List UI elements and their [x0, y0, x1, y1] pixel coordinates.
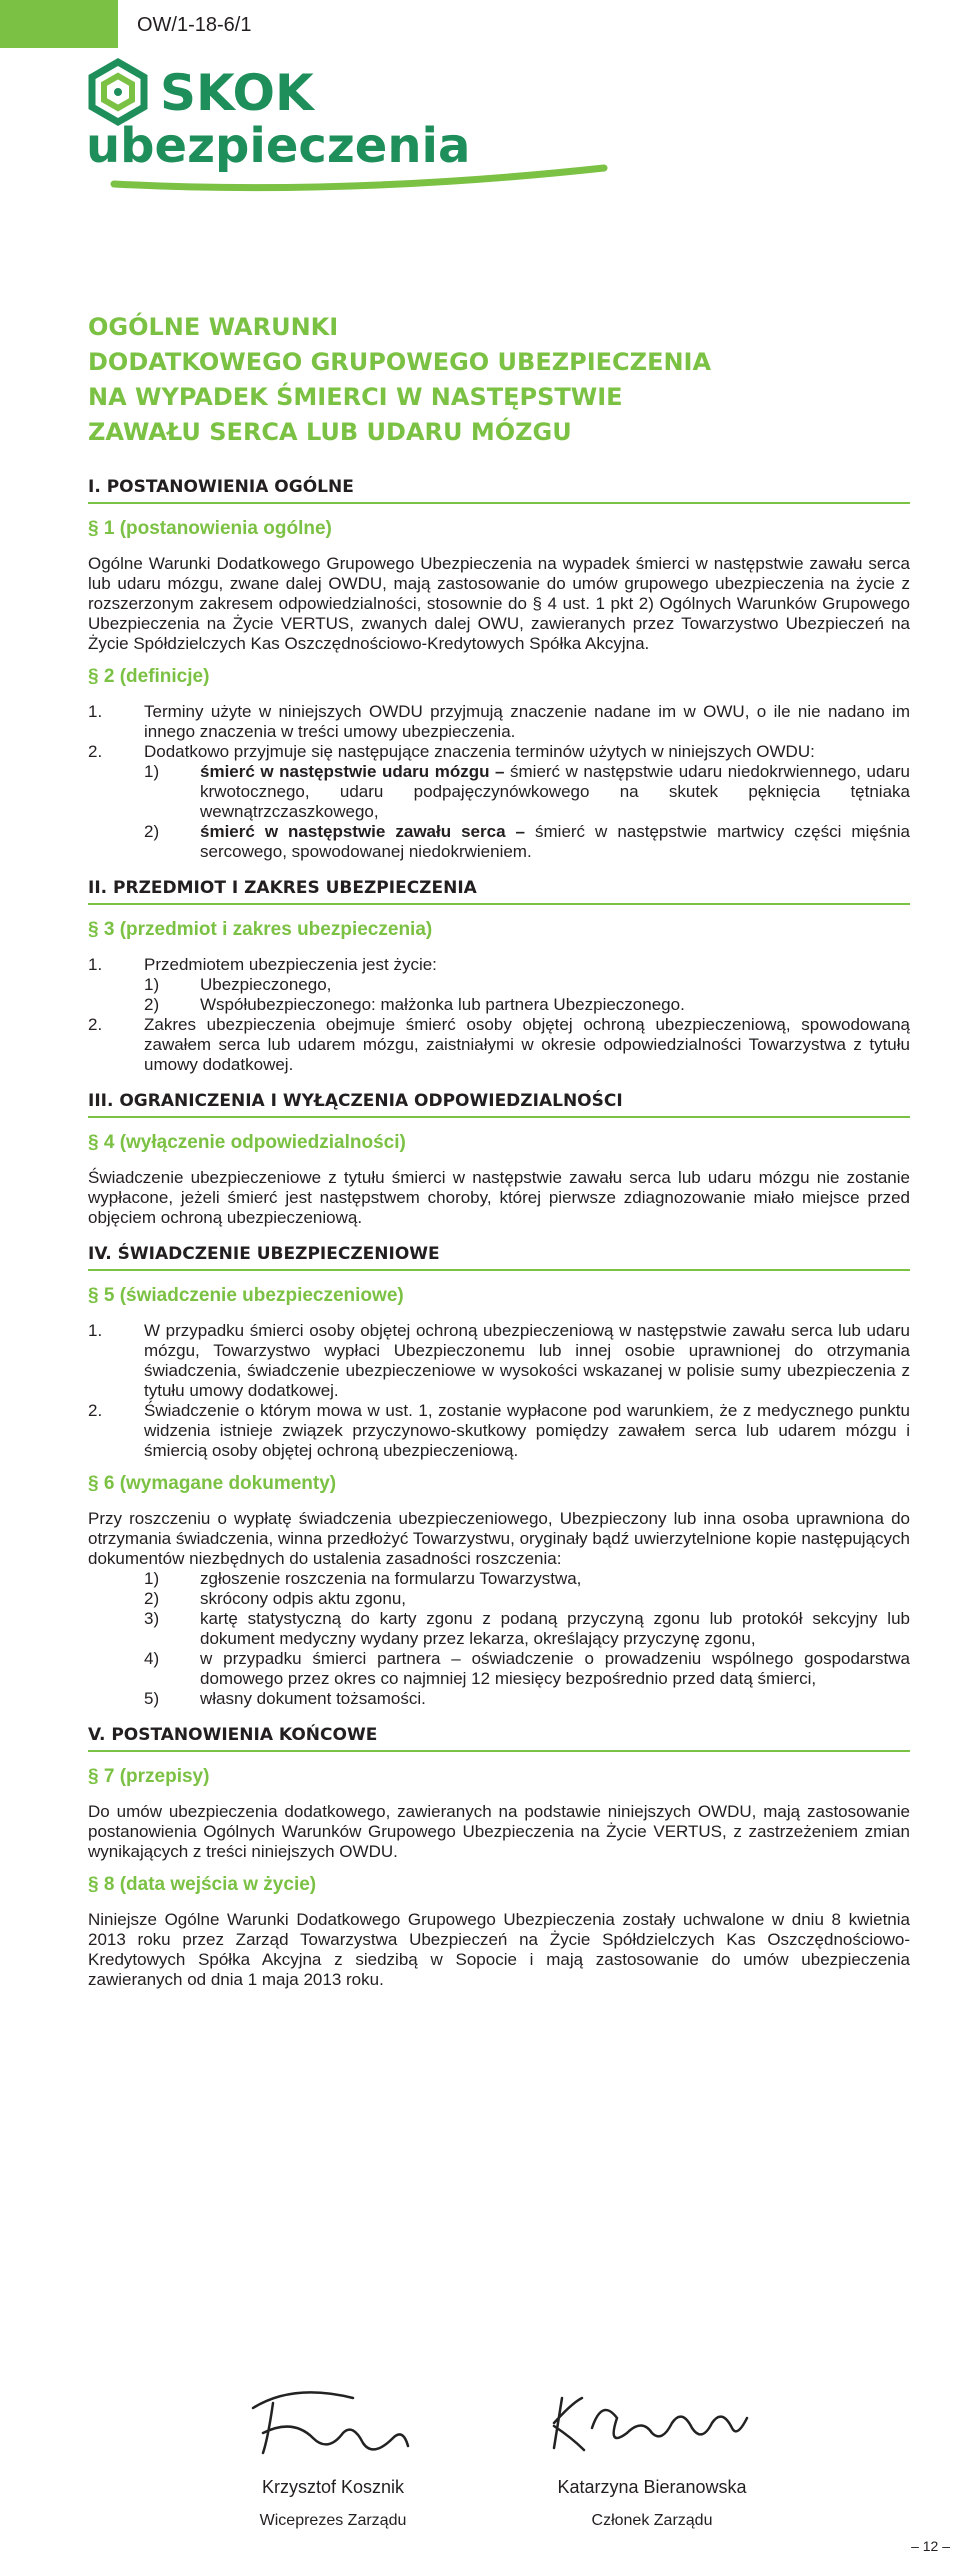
document-code: OW/1-18-6/1	[137, 14, 252, 36]
title-line: ZAWAŁU SERCA LUB UDARU MÓZGU	[88, 418, 572, 446]
list-item: 1. Przedmiotem ubezpieczenia jest życie: 1) Ubezpieczonego, 2) Współubezpieczonego: małżonka lub partnera Ubezpieczonego.	[88, 955, 910, 1015]
list-item: 2. Zakres ubezpieczenia obejmuje śmierć osoby objętej ochroną ubezpieczeniową, spowodowaną zawałem serca lub udarem mózgu, zaistniałymi w okresie odpowiedzialności Towarzystwa z tytułu umowy dodatkowej.	[88, 1015, 910, 1074]
signatory-name: Katarzyna Bieranowska	[557, 2477, 747, 2497]
document-list-text: kartę statystyczną do karty zgonu z podaną przyczyną zgonu lub protokół sekcyjny lub dokument medyczny wydany przez lekarza, określający przyczynę zgonu,	[200, 1609, 910, 1648]
signatures-block	[0, 2378, 960, 2538]
chapter-heading: I. POSTANOWIENIA OGÓLNE	[88, 477, 910, 504]
title-line: NA WYPADEK ŚMIERCI W NASTĘPSTWIE	[88, 383, 623, 411]
document-list-item: 4) w przypadku śmierci partnera – oświadczenie o prowadzeniu wspólnego gospodarstwa domowego przez okres co najmniej 12 miesięcy bezpośrednio przed datą śmierci,	[144, 1649, 910, 1688]
document-title	[88, 310, 910, 450]
signatory-name: Krzysztof Kosznik	[261, 2477, 405, 2497]
paragraph: Przy roszczeniu o wypłatę świadczenia ubezpieczeniowego, Ubezpieczony lub inna osoba uprawniona do otrzymania świadczenia, winna przedłożyć Towarzystwu, oryginały bądź uwierzytelnione kopie następujących dokumentów niezbędnych do ustalenia zasadności roszczenia:	[88, 1509, 910, 1568]
list-item-text: Zakres ubezpieczenia obejmuje śmierć osoby objętej ochroną ubezpieczeniową, spowodowaną zawałem serca lub udarem mózgu, zaistniałymi w okresie odpowiedzialności Towarzystwa z tytułu umowy dodatkowej.	[144, 1015, 910, 1074]
chapter-heading: III. OGRANICZENIA I WYŁĄCZENIA ODPOWIEDZIALNOŚCI	[88, 1091, 910, 1118]
document-list-item: 1) zgłoszenie roszczenia na formularzu Towarzystwa,	[144, 1569, 582, 1588]
list-item-text: W przypadku śmierci osoby objętej ochroną ubezpieczeniową w następstwie zawału serca lub udaru mózgu, Towarzystwo wypłaci Ubezpieczonemu lub innej osobie uprawnionej do otrzymania świadczenia, świadczenie ubezpieczeniowe w wysokości wskazanej w polisie sumy ubezpieczenia z tytułu umowy dodatkowej.	[144, 1321, 910, 1400]
sub-list-item-text: Ubezpieczonego,	[200, 975, 332, 994]
document-list-text: skrócony odpis aktu zgonu,	[200, 1589, 407, 1608]
page-number: – 12 –	[911, 2538, 950, 2554]
paragraph: Niniejsze Ogólne Warunki Dodatkowego Grupowego Ubezpieczenia zostały uchwalone w dniu 8 kwietnia 2013 roku przez Zarząd Towarzystwa Ubezpieczeń na Życie Spółdzielczych Kas Oszczędnościowo-Kredytowych Spółka Akcyjna z siedzibą w Sopocie i mają zastosowanie do umów ubezpieczenia zawieranych od dnia 1 maja 2013 roku.	[88, 1910, 910, 1989]
document-list-item: 3) kartę statystyczną do karty zgonu z podaną przyczyną zgonu lub protokół sekcyjny lub dokument medyczny wydany przez lekarza, określający przyczynę zgonu,	[144, 1609, 910, 1648]
list-item-text: Terminy użyte w niniejszych OWDU przyjmują znaczenie nadane im w OWU, o ile nie nadano im innego znaczenia w treści umowy ubezpieczenia.	[144, 702, 910, 741]
list-item: 2. Świadczenie o którym mowa w ust. 1, zostanie wypłacone pod warunkiem, że z medycznego punktu widzenia istnieje związek przyczynowo-skutkowy pomiędzy zawałem serca lub udarem mózgu i śmiercią osoby objętej ochroną ubezpieczeniową.	[88, 1401, 910, 1460]
logo-graphic	[84, 56, 624, 206]
definition-term: śmierć w następstwie udaru mózgu –	[200, 762, 505, 781]
numbered-list	[88, 955, 910, 1075]
definition-text: śmierć w następstwie udaru niedokrwiennego, udaru krwotocznego, udaru podpajęczynówkowego na skutek pęknięcia tętniaka wewnątrzczaszkowego,	[200, 762, 910, 821]
sub-list	[144, 975, 910, 1015]
section-title: § 8 (data wejścia w życie)	[88, 1874, 317, 1895]
paragraph: Ogólne Warunki Dodatkowego Grupowego Ubezpieczenia na wypadek śmierci w następstwie zawału serca lub udaru mózgu, zwane dalej OWDU, mają zastosowanie do umów grupowego ubezpieczenia na życie z rozszerzonym zakresem odpowiedzialności, stosownie do § 4 ust. 1 pkt 2) Ogólnych Warunków Grupowego Ubezpieczenia na Życie VERTUS, zwanych dalej OWU, zawieranych przez Towarzystwo Ubezpieczeń na Życie Spółdzielczych Kas Oszczędnościowo-Kredytowych Spółka Akcyjna.	[88, 554, 910, 653]
list-item: 1. W przypadku śmierci osoby objętej ochroną ubezpieczeniową w następstwie zawału serca lub udaru mózgu, Towarzystwo wypłaci Ubezpieczonemu lub innej osobie uprawnionej do otrzymania świadczenia, świadczenie ubezpieczeniowe w wysokości wskazanej w polisie sumy ubezpieczenia z tytułu umowy dodatkowej.	[88, 1321, 910, 1400]
document-body	[88, 310, 910, 2002]
handwritten-signature-icon	[532, 2378, 772, 2468]
numbered-list	[88, 1321, 910, 1461]
paragraph: Do umów ubezpieczenia dodatkowego, zawieranych na podstawie niniejszych OWDU, mają zastosowanie postanowienia Ogólnych Warunków Grupowego Ubezpieczenia na Życie VERTUS, z zastrzeżeniem zmian wynikających z treści niniejszych OWDU.	[88, 1802, 910, 1861]
title-line: DODATKOWEGO GRUPOWEGO UBEZPIECZENIA	[88, 348, 712, 376]
paragraph: Świadczenie ubezpieczeniowe z tytułu śmierci w następstwie zawału serca lub udaru mózgu nie zostanie wypłacone, jeżeli śmierć jest następstwem choroby, której pierwsze zdiagnozowanie miało miejsce przed objęciem ochroną ubezpieczeniową.	[88, 1168, 910, 1227]
definition-item: 2) śmierć w następstwie zawału serca – śmierć w następstwie martwicy części mięśnia sercowego, spowodowanej niedokrwieniem.	[144, 822, 910, 861]
section-title: § 6 (wymagane dokumenty)	[88, 1473, 337, 1494]
sub-list-item: 1) Ubezpieczonego,	[144, 975, 332, 994]
handwritten-signature-icon	[233, 2378, 433, 2468]
list-item-text: Dodatkowo przyjmuje się następujące znaczenia terminów użytych w niniejszych OWDU:	[144, 742, 815, 761]
section-title: § 4 (wyłączenie odpowiedzialności)	[88, 1132, 406, 1153]
hexagon-icon	[92, 62, 144, 122]
logo-word-ubezpieczenia: ubezpieczenia	[86, 118, 471, 174]
definition-text: śmierć w następstwie martwicy części mięśnia sercowego, spowodowanej niedokrwieniem.	[200, 822, 910, 861]
section-title: § 1 (postanowienia ogólne)	[88, 518, 332, 539]
signatory-role: Członek Zarządu	[591, 2512, 713, 2529]
document-list-text: własny dokument tożsamości.	[200, 1689, 426, 1708]
list-item: 2. Dodatkowo przyjmuje się następujące znaczenia terminów użytych w niniejszych OWDU: 1) śmierć w następstwie udaru mózgu – śmierć w następstwie udaru niedokrwiennego, udaru krwotocznego, udaru podpajęczynówkowego na skutek pęknięcia tętniaka wewnątrzczaszkowego, 2) śmierć w następstwie zawału serca – śmierć w następstwie martwicy części mięśnia sercowego, spowodowanej niedokrwieniem.	[88, 742, 910, 861]
sub-list-item: 2) Współubezpieczonego: małżonka lub partnera Ubezpieczonego.	[144, 995, 685, 1014]
document-list	[144, 1569, 910, 1709]
list-item-text: Świadczenie o którym mowa w ust. 1, zostanie wypłacone pod warunkiem, że z medycznego punktu widzenia istnieje związek przyczynowo-skutkowy pomiędzy zawałem serca lub udarem mózgu i śmiercią osoby objętej ochroną ubezpieczeniową.	[144, 1401, 910, 1460]
title-line: OGÓLNE WARUNKI	[88, 313, 339, 341]
section-title: § 2 (definicje)	[88, 666, 210, 687]
definition-item: 1) śmierć w następstwie udaru mózgu – śmierć w następstwie udaru niedokrwiennego, udaru krwotocznego, udaru podpajęczynówkowego na skutek pęknięcia tętniaka wewnątrzczaszkowego,	[144, 762, 910, 821]
section-title: § 3 (przedmiot i zakres ubezpieczenia)	[88, 919, 433, 940]
chapter-heading: V. POSTANOWIENIA KOŃCOWE	[88, 1725, 910, 1752]
chapter-heading: IV. ŚWIADCZENIE UBEZPIECZENIOWE	[88, 1244, 910, 1271]
signatory-role: Wiceprezes Zarządu	[259, 2512, 407, 2529]
section-title: § 5 (świadczenie ubezpieczeniowe)	[88, 1285, 404, 1306]
logo-word-skok: SKOK	[160, 64, 314, 122]
section-title: § 7 (przepisy)	[88, 1766, 210, 1787]
document-list-text: w przypadku śmierci partnera – oświadczenie o prowadzeniu wspólnego gospodarstwa domowego przez okres co najmniej 12 miesięcy bezpośrednio przed datą śmierci,	[200, 1649, 910, 1688]
document-list-item: 5) własny dokument tożsamości.	[144, 1689, 426, 1708]
sub-list	[144, 762, 910, 862]
document-list-item: 2) skrócony odpis aktu zgonu,	[144, 1589, 407, 1608]
list-item-text: Przedmiotem ubezpieczenia jest życie:	[144, 955, 437, 974]
sub-list-item-text: Współubezpieczonego: małżonka lub partnera Ubezpieczonego.	[200, 995, 685, 1014]
document-list-text: zgłoszenie roszczenia na formularzu Towarzystwa,	[200, 1569, 582, 1588]
signature-right	[522, 2378, 782, 2530]
numbered-list	[88, 702, 910, 862]
list-item: 1. Terminy użyte w niniejszych OWDU przyjmują znaczenie nadane im w OWU, o ile nie nadano im innego znaczenia w treści umowy ubezpieczenia.	[88, 702, 910, 741]
definition-term: śmierć w następstwie zawału serca –	[200, 822, 525, 841]
header-color-bar	[0, 0, 118, 48]
chapter-heading: II. PRZEDMIOT I ZAKRES UBEZPIECZENIA	[88, 878, 910, 905]
signature-left	[203, 2378, 463, 2530]
skok-logo	[84, 56, 624, 211]
